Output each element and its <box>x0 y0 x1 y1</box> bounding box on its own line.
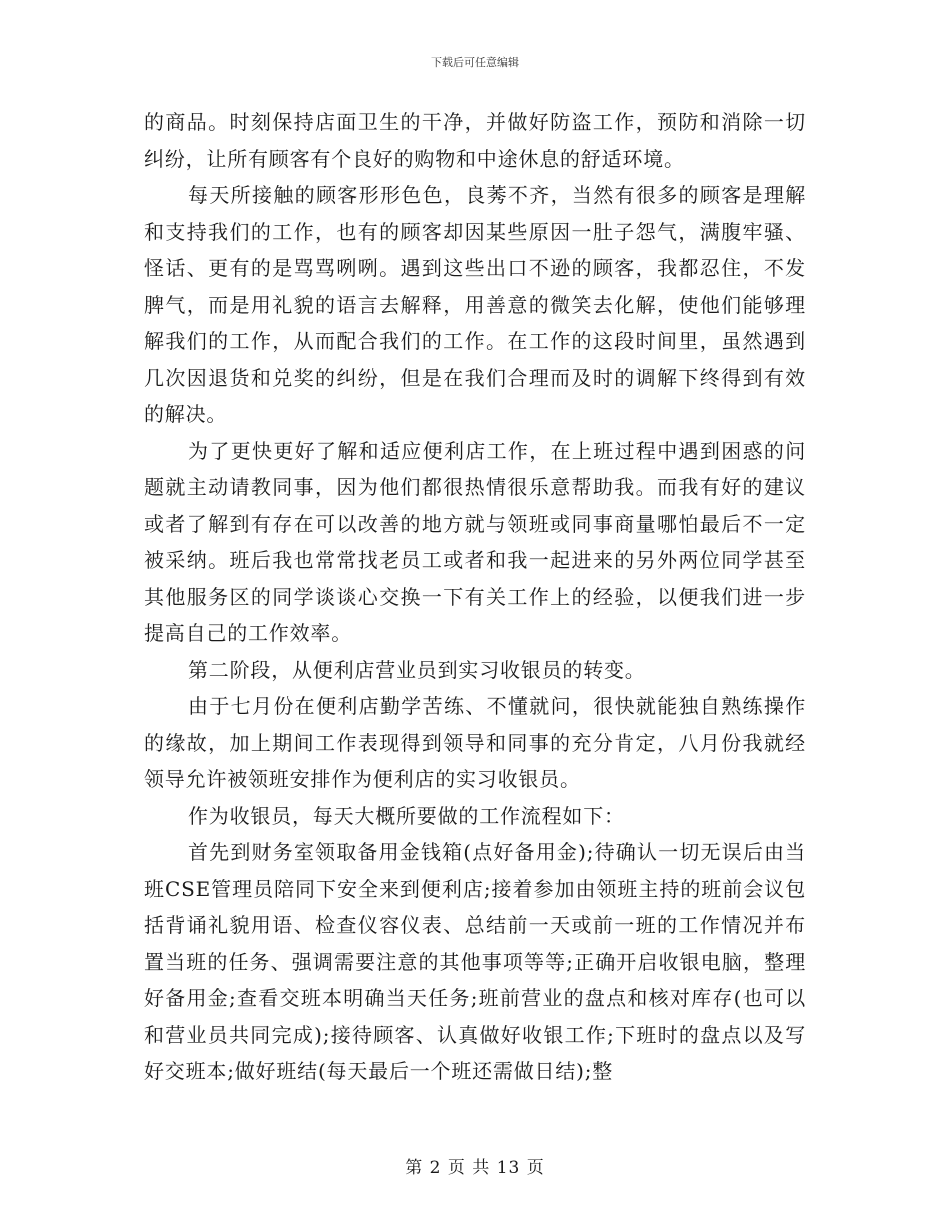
paragraph-6: 作为收银员，每天大概所要做的工作流程如下： <box>188 803 625 828</box>
paragraph-5: 由于七月份在便利店勤学苦练、不懂就问，很快就能独自熟练操作的缘故，加上期间工作表现得到领导和同事的充分肯定，八月份我就经领导允许被领班安排作为便利店的实习收银员。 <box>144 694 806 791</box>
paragraph-2: 每天所接触的顾客形形色色，良莠不齐，当然有很多的顾客是理解和支持我们的工作，也有的顾客却因某些原因一肚子怨气，满腹牢骚、怪话、更有的是骂骂咧咧。遇到这些出口不逊的顾客，我都忍住，不发脾气，而是用礼貌的语言去解释，用善意的微笑去化解，使他们能够理解我们的工作，从而配合我们的工作。在工作的这段时间里，虽然遇到几次因退货和兑奖的纠纷，但是在我们合理而及时的调解下终得到有效的解决。 <box>144 183 806 426</box>
header-note: 下载后可任意编辑 <box>431 56 519 69</box>
paragraph-7: 首先到财务室领取备用金钱箱(点好备用金);待确认一切无误后由当班CSE管理员陪同下安全来到便利店;接着参加由领班主持的班前会议包括背诵礼貌用语、检查仪容仪表、总结前一天或前一班的工作情况并布置当班的任务、强调需要注意的其他事项等等;正确开启收银电脑，整理好备用金;查看交班本明确当天任务;班前营业的盘点和核对库存(也可以和营业员共同完成);接待顾客、认真做好收银工作;下班时的盘点以及写好交班本;做好班结(每天最后一个班还需做日结);整 <box>144 840 806 1083</box>
page-number-label: 第 2 页 共 13 页 <box>405 1158 545 1178</box>
paragraph-3: 为了更快更好了解和适应便利店工作，在上班过程中遇到困惑的问题就主动请教同事，因为他们都很热情很乐意帮助我。而我有好的建议或者了解到有存在可以改善的地方就与领班或同事商量哪怕最后不一定被采纳。班后我也常常找老员工或者和我一起进来的另外两位同学甚至其他服务区的同学谈谈心交换一下有关工作上的经验，以便我们进一步提高自己的工作效率。 <box>144 438 806 645</box>
body-text <box>144 104 806 1090</box>
page-number-footer <box>0 1153 950 1178</box>
paragraph-1: 的商品。时刻保持店面卫生的干净，并做好防盗工作，预防和消除一切纠纷，让所有顾客有个良好的购物和中途休息的舒适环境。 <box>144 110 806 171</box>
paragraph-4: 第二阶段，从便利店营业员到实习收银员的转变。 <box>188 657 646 682</box>
